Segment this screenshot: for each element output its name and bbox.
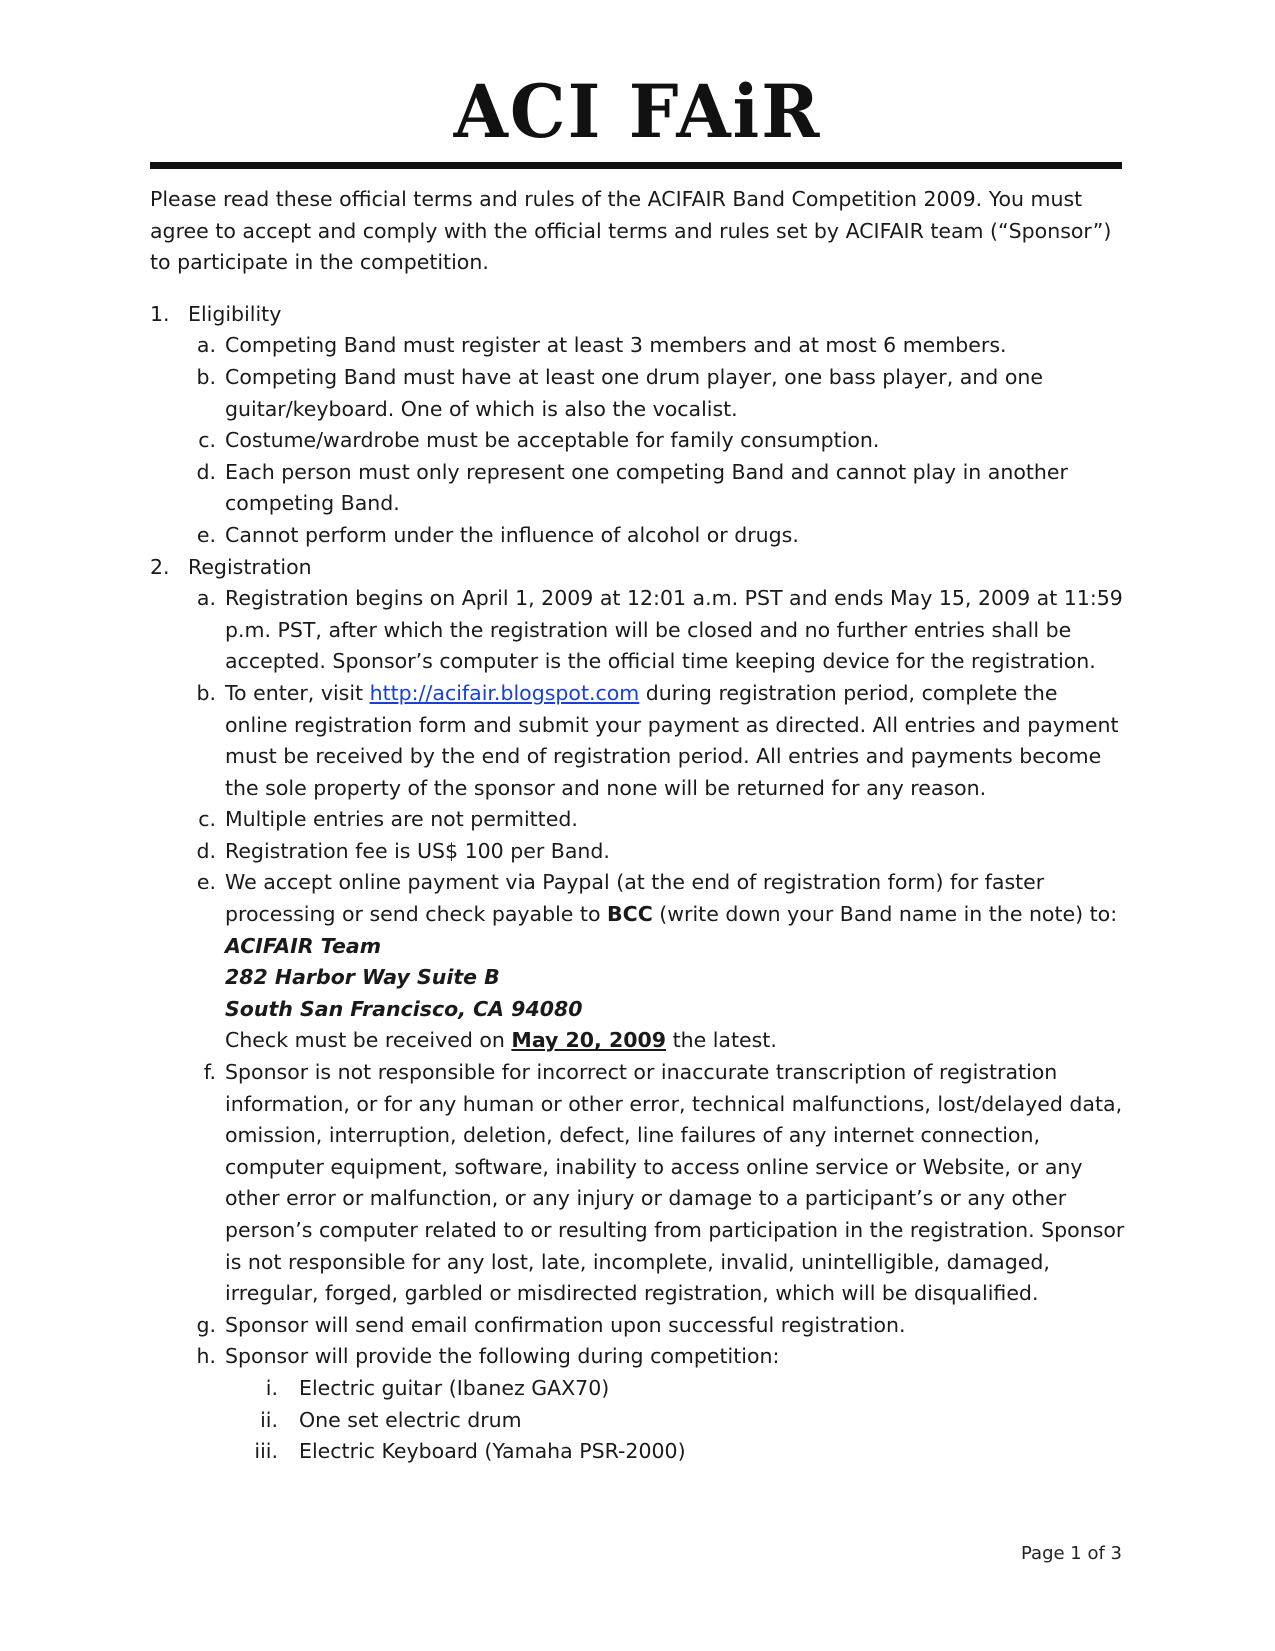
list-item bbox=[150, 836, 1125, 868]
list-item bbox=[150, 425, 1125, 457]
item-marker: g. bbox=[196, 1312, 216, 1337]
item-marker: h. bbox=[196, 1344, 216, 1369]
item-text: Multiple entries are not permitted. bbox=[225, 807, 578, 832]
payee-name: BCC bbox=[607, 902, 653, 927]
item-marker: i. bbox=[265, 1375, 278, 1400]
section-eligibility bbox=[150, 299, 1125, 331]
list-item bbox=[150, 1057, 1125, 1310]
item-text: Competing Band must register at least 3 members and at most 6 members. bbox=[225, 333, 1007, 358]
deadline-date: May 20, 2009 bbox=[511, 1028, 667, 1053]
item-marker: e. bbox=[196, 522, 216, 547]
section-title: Eligibility bbox=[188, 301, 282, 326]
intro-paragraph: Please read these official terms and rules of the ACIFAIR Band Competition 2009. You must agree to accept and comply with the official terms and rules set by ACIFAIR team (“Sponsor”) to participate in the competition. bbox=[150, 187, 1112, 275]
item-marker: d. bbox=[196, 838, 216, 863]
address-line: ACIFAIR Team bbox=[225, 933, 382, 958]
item-text: during registration period, complete the online registration form and submit your payment as directed. All entries and payment must be received by the end of registration period. All entries and payments become the sole property of the sponsor and none will be returned for any reason. bbox=[225, 680, 1119, 800]
list-item bbox=[150, 867, 1125, 1057]
list-item bbox=[150, 1405, 1125, 1437]
list-item bbox=[150, 1341, 1125, 1373]
item-marker: f. bbox=[203, 1060, 216, 1085]
address-line: South San Francisco, CA 94080 bbox=[225, 996, 583, 1021]
item-text: We accept online payment via Paypal (at the end of registration form) for faster processing or send check payable to bbox=[225, 870, 1045, 927]
item-marker: c. bbox=[198, 807, 216, 832]
item-text: Costume/wardrobe must be acceptable for family consumption. bbox=[225, 428, 880, 453]
item-marker: b. bbox=[196, 364, 216, 389]
list-item bbox=[150, 457, 1125, 520]
blog-link[interactable]: http://acifair.blogspot.com bbox=[369, 680, 640, 705]
item-marker: e. bbox=[196, 870, 216, 895]
item-text: Sponsor will provide the following during competition: bbox=[225, 1344, 780, 1369]
section-registration bbox=[150, 552, 1125, 584]
section-marker: 2. bbox=[150, 554, 170, 579]
list-item bbox=[150, 678, 1125, 804]
item-text: Sponsor is not responsible for incorrect or inaccurate transcription of registration information, or for any human or other error, technical malfunctions, lost/delayed data, omission, interruption, deletion, defect, line failures of any internet connection, computer equipment, software, inability to access online service or Website, or any other error or malfunction, or any injury or damage to a participant’s or any other person’s computer related to or resulting from participation in the registration. Sponsor is not responsible for any lost, late, incomplete, invalid, unintelligible, damaged, irregular, forged, garbled or misdirected registration, which will be disqualified. bbox=[225, 1060, 1125, 1306]
item-text: the latest. bbox=[666, 1028, 777, 1053]
item-text: Registration begins on April 1, 2009 at 12:01 a.m. PST and ends May 15, 2009 at 11:59 p.m. PST, after which the registration will be closed and no further entries shall be accepted. Sponsor’s computer is the official time keeping device for the registration. bbox=[225, 586, 1123, 674]
page-number: Page 1 of 3 bbox=[1021, 1543, 1122, 1564]
item-text: Sponsor will send email confirmation upon successful registration. bbox=[225, 1312, 906, 1337]
item-text: One set electric drum bbox=[299, 1407, 522, 1432]
item-text: Registration fee is US$ 100 per Band. bbox=[225, 838, 610, 863]
list-item bbox=[150, 1373, 1125, 1405]
item-text: Check must be received on bbox=[225, 1028, 512, 1053]
list-item bbox=[150, 804, 1125, 836]
list-item bbox=[150, 520, 1125, 552]
list-item bbox=[150, 1310, 1125, 1342]
header-divider bbox=[150, 162, 1122, 169]
item-marker: iii. bbox=[254, 1439, 278, 1464]
list-item bbox=[150, 1436, 1125, 1468]
item-text: Competing Band must have at least one drum player, one bass player, and one guitar/keyboard. One of which is also the vocalist. bbox=[225, 364, 1043, 421]
list-item bbox=[150, 330, 1125, 362]
section-marker: 1. bbox=[150, 301, 170, 326]
item-marker: d. bbox=[196, 459, 216, 484]
document-body bbox=[150, 184, 1125, 1468]
list-item bbox=[150, 583, 1125, 678]
address-line: 282 Harbor Way Suite B bbox=[225, 965, 500, 990]
section-title: Registration bbox=[188, 554, 312, 579]
aci-fair-logo: ACI FAiR bbox=[453, 67, 822, 156]
item-text: Each person must only represent one competing Band and cannot play in another competing Band. bbox=[225, 459, 1068, 516]
item-marker: ii. bbox=[260, 1407, 278, 1432]
item-marker: c. bbox=[198, 428, 216, 453]
item-text: Electric guitar (Ibanez GAX70) bbox=[299, 1375, 610, 1400]
item-marker: a. bbox=[196, 586, 216, 611]
item-text: (write down your Band name in the note) to: bbox=[652, 902, 1118, 927]
item-text: Electric Keyboard (Yamaha PSR-2000) bbox=[299, 1439, 686, 1464]
list-item bbox=[150, 362, 1125, 425]
item-text: To enter, visit bbox=[225, 680, 370, 705]
item-marker: a. bbox=[196, 333, 216, 358]
item-marker: b. bbox=[196, 680, 216, 705]
item-text: Cannot perform under the influence of alcohol or drugs. bbox=[225, 522, 799, 547]
